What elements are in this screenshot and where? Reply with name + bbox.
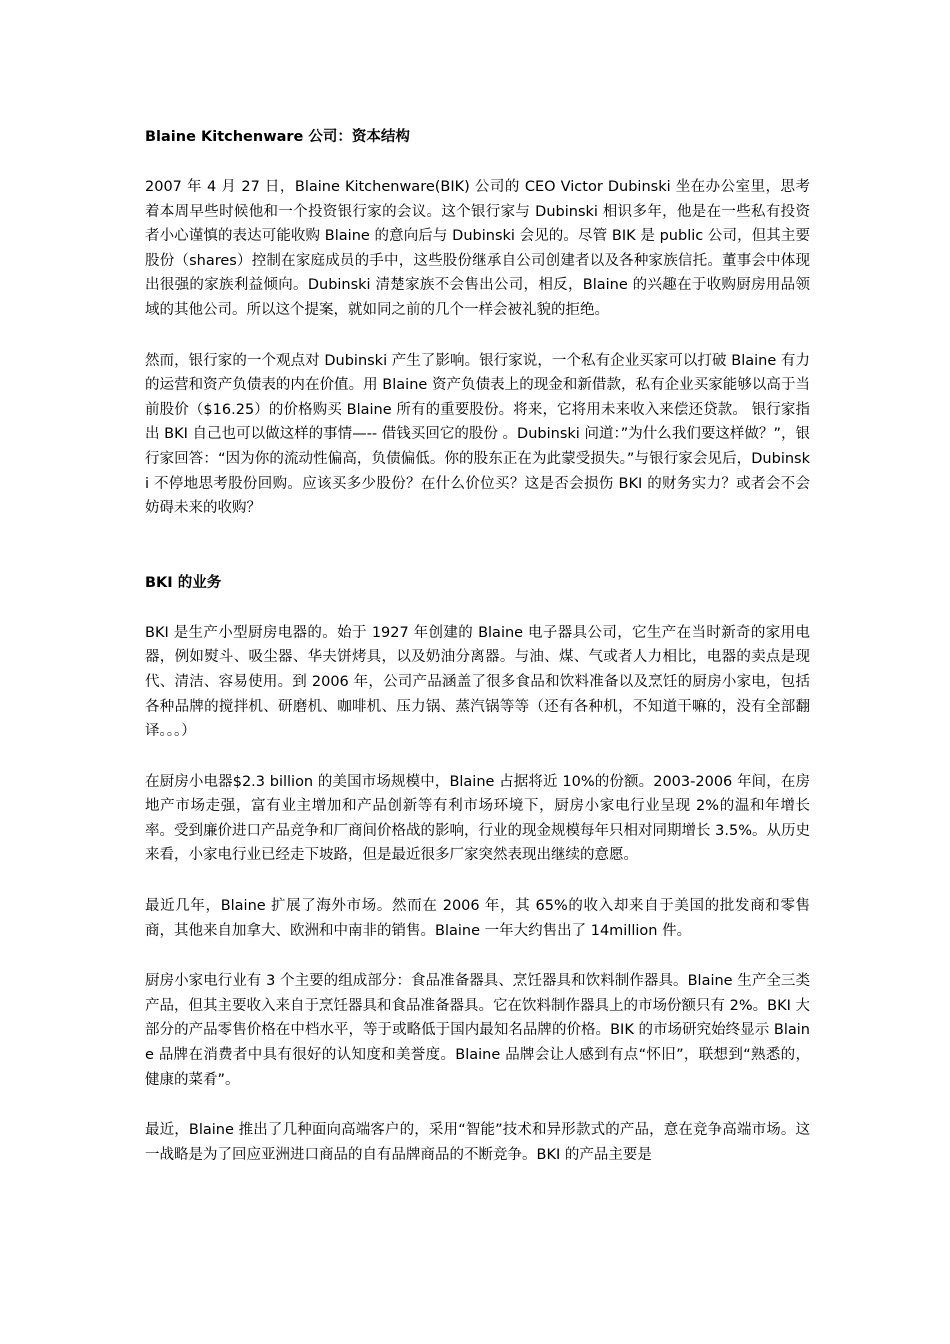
section-paragraph-3: 最近几年，Blaine 扩展了海外市场。然而在 2006 年，其 65%的收入却来自于美国的批发商和零售商，其他来自加拿大、欧洲和中南非的销售。Blaine 一年大约售出了 14million 件。: [145, 898, 810, 939]
intro-paragraph-2: 然而，银行家的一个观点对 Dubinski 产生了影响。银行家说，一个私有企业买家可以打破 Blaine 有力的运营和资产负债表的内在价值。用 Blaine 资产负债表上的现金和新借款，私有企业买家能够以高于当前股价（$16.25）的价格购买 Blaine 所有的重要股份。将来，它将用未来收入来偿还贷款。 银行家指出 BKI 自己也可以做这样的事情—-- 借钱买回它的股份 。Dubinski 问道：”为什么我们要这样做？”，银行家回答：“因为你的流动性偏高，负债偏低。你的股东正在为此蒙受损失。”与银行家会见后，Dubinski 不停地思考股份回购。应该买多少股份？在什么价位买？这是否会损伤 BKI 的财务实力？或者会不会妨碍未来的收购？: [145, 352, 810, 517]
section-paragraph-2: 在厨房小电器$2.3 billion 的美国市场规模中，Blaine 占据将近 10%的份额。2003-2006 年间，在房地产市场走强，富有业主增加和产品创新等有利市场环境下，厨房小家电行业呈现 2%的温和年增长率。受到廉价进口产品竞争和厂商间价格战的影响，行业的现金规模每年只相对同期增长 3.5%。从历史来看，小家电行业已经走下坡路，但是最近很多厂家突然表现出继续的意愿。: [145, 773, 810, 864]
section-paragraph-1: BKI 是生产小型厨房电器的。始于 1927 年创建的 Blaine 电子器具公司，它生产在当时新奇的家用电器，例如熨斗、吸尘器、华夫饼烤具，以及奶油分离器。与油、煤、气或者人力相比，电器的卖点是现代、清洁、容易使用。到 2006 年，公司产品涵盖了很多食品和饮料准备以及烹饪的厨房小家电，包括各种品牌的搅拌机、研磨机、咖啡机、压力锅、蒸汽锅等等（还有各种机，不知道干嘛的，没有全部翻译。。。）: [145, 624, 810, 740]
document-title: Blaine Kitchenware 公司：资本结构: [145, 129, 410, 145]
document-page: [145, 125, 810, 1167]
section-paragraph-5: 最近，Blaine 推出了几种面向高端客户的，采用“智能”技术和异形款式的产品，意在竞争高端市场。这一战略是为了回应亚洲进口商品的自有品牌商品的不断竞争。BKI 的产品主要是: [145, 1122, 810, 1163]
section-paragraph-4: 厨房小家电行业有 3 个主要的组成部分：食品准备器具、烹饪器具和饮料制作器具。Blaine 生产全三类产品，但其主要收入来自于烹饪器具和食品准备器具。它在饮料制作器具上的市场份额只有 2%。BKI 大部分的产品零售价格在中档水平，等于或略低于国内最知名品牌的价格。BIK 的市场研究始终显示 Blaine 品牌在消费者中具有很好的认知度和美誉度。Blaine 品牌会让人感到有点“怀旧”，联想到“熟悉的，健康的菜肴”。: [145, 973, 810, 1088]
intro-paragraph-1: 2007 年 4 月 27 日，Blaine Kitchenware(BIK) 公司的 CEO Victor Dubinski 坐在办公室里，思考着本周早些时候他和一个投资银行家的会议。这个银行家与 Dubinski 相识多年，他是在一些私有投资者小心谨慎的表达可能收购 Blaine 的意向后与 Dubinski 会见的。尽管 BIK 是 public 公司，但其主要股份（shares）控制在家庭成员的手中，这些股份继承自公司创建者以及各种家族信托。董事会中体现出很强的家族利益倾向。Dubinski 清楚家族不会售出公司，相反，Blaine 的兴趣在于收购厨房用品领域的其他公司。所以这个提案，就如同之前的几个一样会被礼貌的拒绝。: [145, 179, 810, 318]
section-heading: BKI 的业务: [145, 574, 222, 591]
